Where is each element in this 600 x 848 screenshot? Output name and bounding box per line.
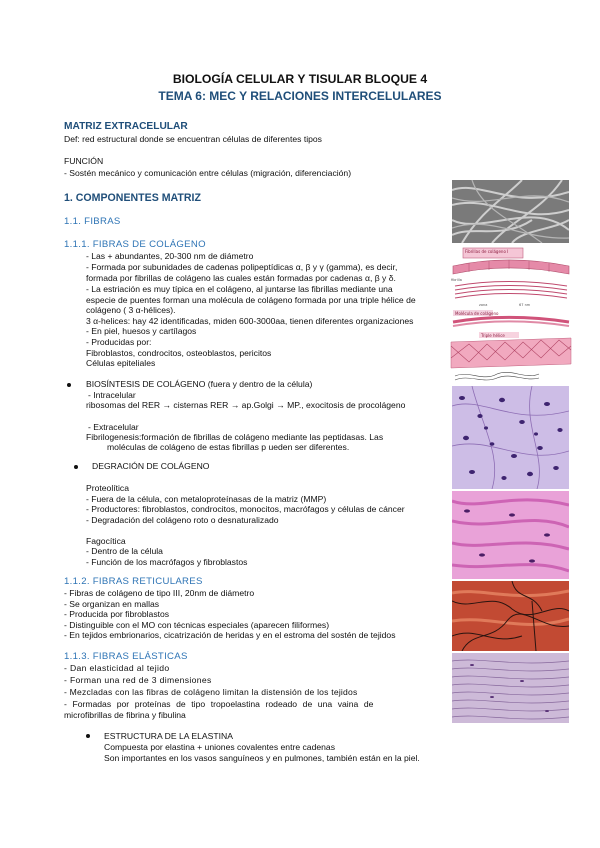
bullet-dot xyxy=(74,465,78,469)
section-heading-componentes: 1. COMPONENTES MATRIZ xyxy=(64,192,201,204)
colageno-line: - Las + abundantes, 20-300 nm de diámetro xyxy=(86,251,254,261)
reticulares-line: - Distinguible con el MO con técnicas especiales (aparecen filiformes) xyxy=(64,620,330,630)
elasticas-line: - Formadas por proteínas de tipo tropoelastina rodeado de una vaina de xyxy=(64,699,374,709)
biosintesis-line: moléculas de colágeno de estas fibrillas p ueden ser diferentes. xyxy=(107,442,350,452)
degradacion-line: Fagocítica xyxy=(86,536,126,546)
histology-image-elastic xyxy=(452,653,569,723)
reticulares-line: - En tejidos embrionarios, cicatrización de heridas y en el estroma del sostén de tejidos xyxy=(64,630,396,640)
biosintesis-heading: BIOSÍNTESIS DE COLÁGENO (fuera y dentro de la célula) xyxy=(86,379,313,389)
histology-image-reticular xyxy=(452,581,569,651)
subsection-fibras: 1.1. FIBRAS xyxy=(64,216,121,227)
elasticas-line: - Dan elasticidad al tejido xyxy=(64,663,170,673)
colageno-line: formada por fibrillas de colágeno las cuales están formadas por cadenas α, β y δ. xyxy=(86,273,396,283)
degradacion-heading: DEGRACIÓN DE COLÁGENO xyxy=(92,461,210,471)
colageno-line: colágeno ( 3 α-hélices). xyxy=(86,305,176,315)
degradacion-line: - Productores: fibroblastos, condrocitos, monocitos, macrófagos y células de cáncer xyxy=(86,504,405,514)
colageno-line: 3 α-helices: hay 42 identificadas, miden 600-3000aa, tienen diferentes organizaciones xyxy=(86,316,414,326)
reticulares-line: - Producida por fibroblastos xyxy=(64,609,170,619)
document-title: BIOLOGÍA CELULAR Y TISULAR BLOQUE 4 xyxy=(172,72,428,86)
subsection-elasticas: 1.1.3. FIBRAS ELÁSTICAS xyxy=(64,651,188,662)
subsection-reticulares: 1.1.2. FIBRAS RETICULARES xyxy=(64,576,203,587)
sem-collagen-image xyxy=(452,180,569,243)
reticulares-line: - Fibras de colágeno de tipo III, 20nm de diámetro xyxy=(64,588,255,598)
histology-image-pink xyxy=(452,491,569,579)
colageno-line: especie de puentes forman una molécula de colágeno formada por una triple hélice de xyxy=(86,295,416,305)
reticulares-line: - Se organizan en mallas xyxy=(64,599,160,609)
colageno-line: Células epiteliales xyxy=(86,358,156,368)
degradacion-line: - Degradación del colágeno roto o desnaturalizado xyxy=(86,515,279,525)
colageno-line: - En piel, huesos y cartílagos xyxy=(86,326,197,336)
histology-image-purple xyxy=(452,386,569,489)
elasticas-line: - Forman una red de 3 dimensiones xyxy=(64,675,212,685)
collagen-diagram xyxy=(449,246,573,384)
section-heading-matriz: MATRIZ EXTRACELULAR xyxy=(64,121,188,132)
funcion-heading: FUNCIÓN xyxy=(64,156,104,166)
biosintesis-line: ribosomas del RER → cisternas RER → ap.Golgi → MP., exocitosis de procolágeno xyxy=(86,400,406,410)
degradacion-line: - Función de los macrófagos y fibroblastos xyxy=(86,557,248,567)
elasticas-line: microfibrillas de fibrina y fibulina xyxy=(64,710,186,720)
diagram-label-molecula: Molécula de colágeno xyxy=(455,311,499,316)
bullet-dot xyxy=(86,734,90,738)
degradacion-line: Proteolítica xyxy=(86,483,129,493)
estructura-heading: ESTRUCTURA DE LA ELASTINA xyxy=(104,731,233,741)
biosintesis-line: - Extracelular xyxy=(88,422,139,432)
biosintesis-line: - Intracelular xyxy=(88,390,136,400)
degradacion-line: - Fuera de la célula, con metaloproteínasas de la matriz (MMP) xyxy=(86,494,327,504)
estructura-line: Son importantes en los vasos sanguíneos y en pulmones, también están en la piel. xyxy=(104,753,420,763)
estructura-line: Compuesta por elastina + uniones covalentes entre cadenas xyxy=(104,742,335,752)
svg-text:67 nm: 67 nm xyxy=(519,303,531,307)
diagram-label-fibrillas: Fibrillas de colágeno I xyxy=(465,249,509,254)
bullet-dot xyxy=(67,383,71,387)
colageno-line: - La estriación es muy típica en el colágeno, al juntarse las fibrillas mediante una xyxy=(86,284,393,294)
degradacion-line: - Dentro de la célula xyxy=(86,546,163,556)
colageno-line: - Producidas por: xyxy=(86,337,152,347)
funcion-text: - Sostén mecánico y comunicación entre células (migración, diferenciación) xyxy=(64,168,352,178)
svg-text:zona: zona xyxy=(479,303,488,307)
document-subtitle: TEMA 6: MEC Y RELACIONES INTERCELULARES xyxy=(158,89,442,103)
colageno-line: - Formada por subunidades de cadenas polipeptídicas α, β y γ (gamma), es decir, xyxy=(86,262,398,272)
diagram-label-helix: Triple hélice xyxy=(481,333,505,338)
subsection-colageno: 1.1.1. FIBRAS DE COLÁGENO xyxy=(64,239,206,250)
elasticas-line: - Mezcladas con las fibras de colágeno limitan la distensión de los tejidos xyxy=(64,687,358,697)
biosintesis-line: Fibrilogenesis:formación de fibrillas de colágeno mediante las peptidasas. Las xyxy=(86,432,384,442)
colageno-line: Fibroblastos, condrocitos, osteoblastos, pericitos xyxy=(86,348,272,358)
matriz-definition: Def: red estructural donde se encuentran células de diferentes tipos xyxy=(64,134,322,144)
svg-text:fibrilla: fibrilla xyxy=(451,278,462,282)
